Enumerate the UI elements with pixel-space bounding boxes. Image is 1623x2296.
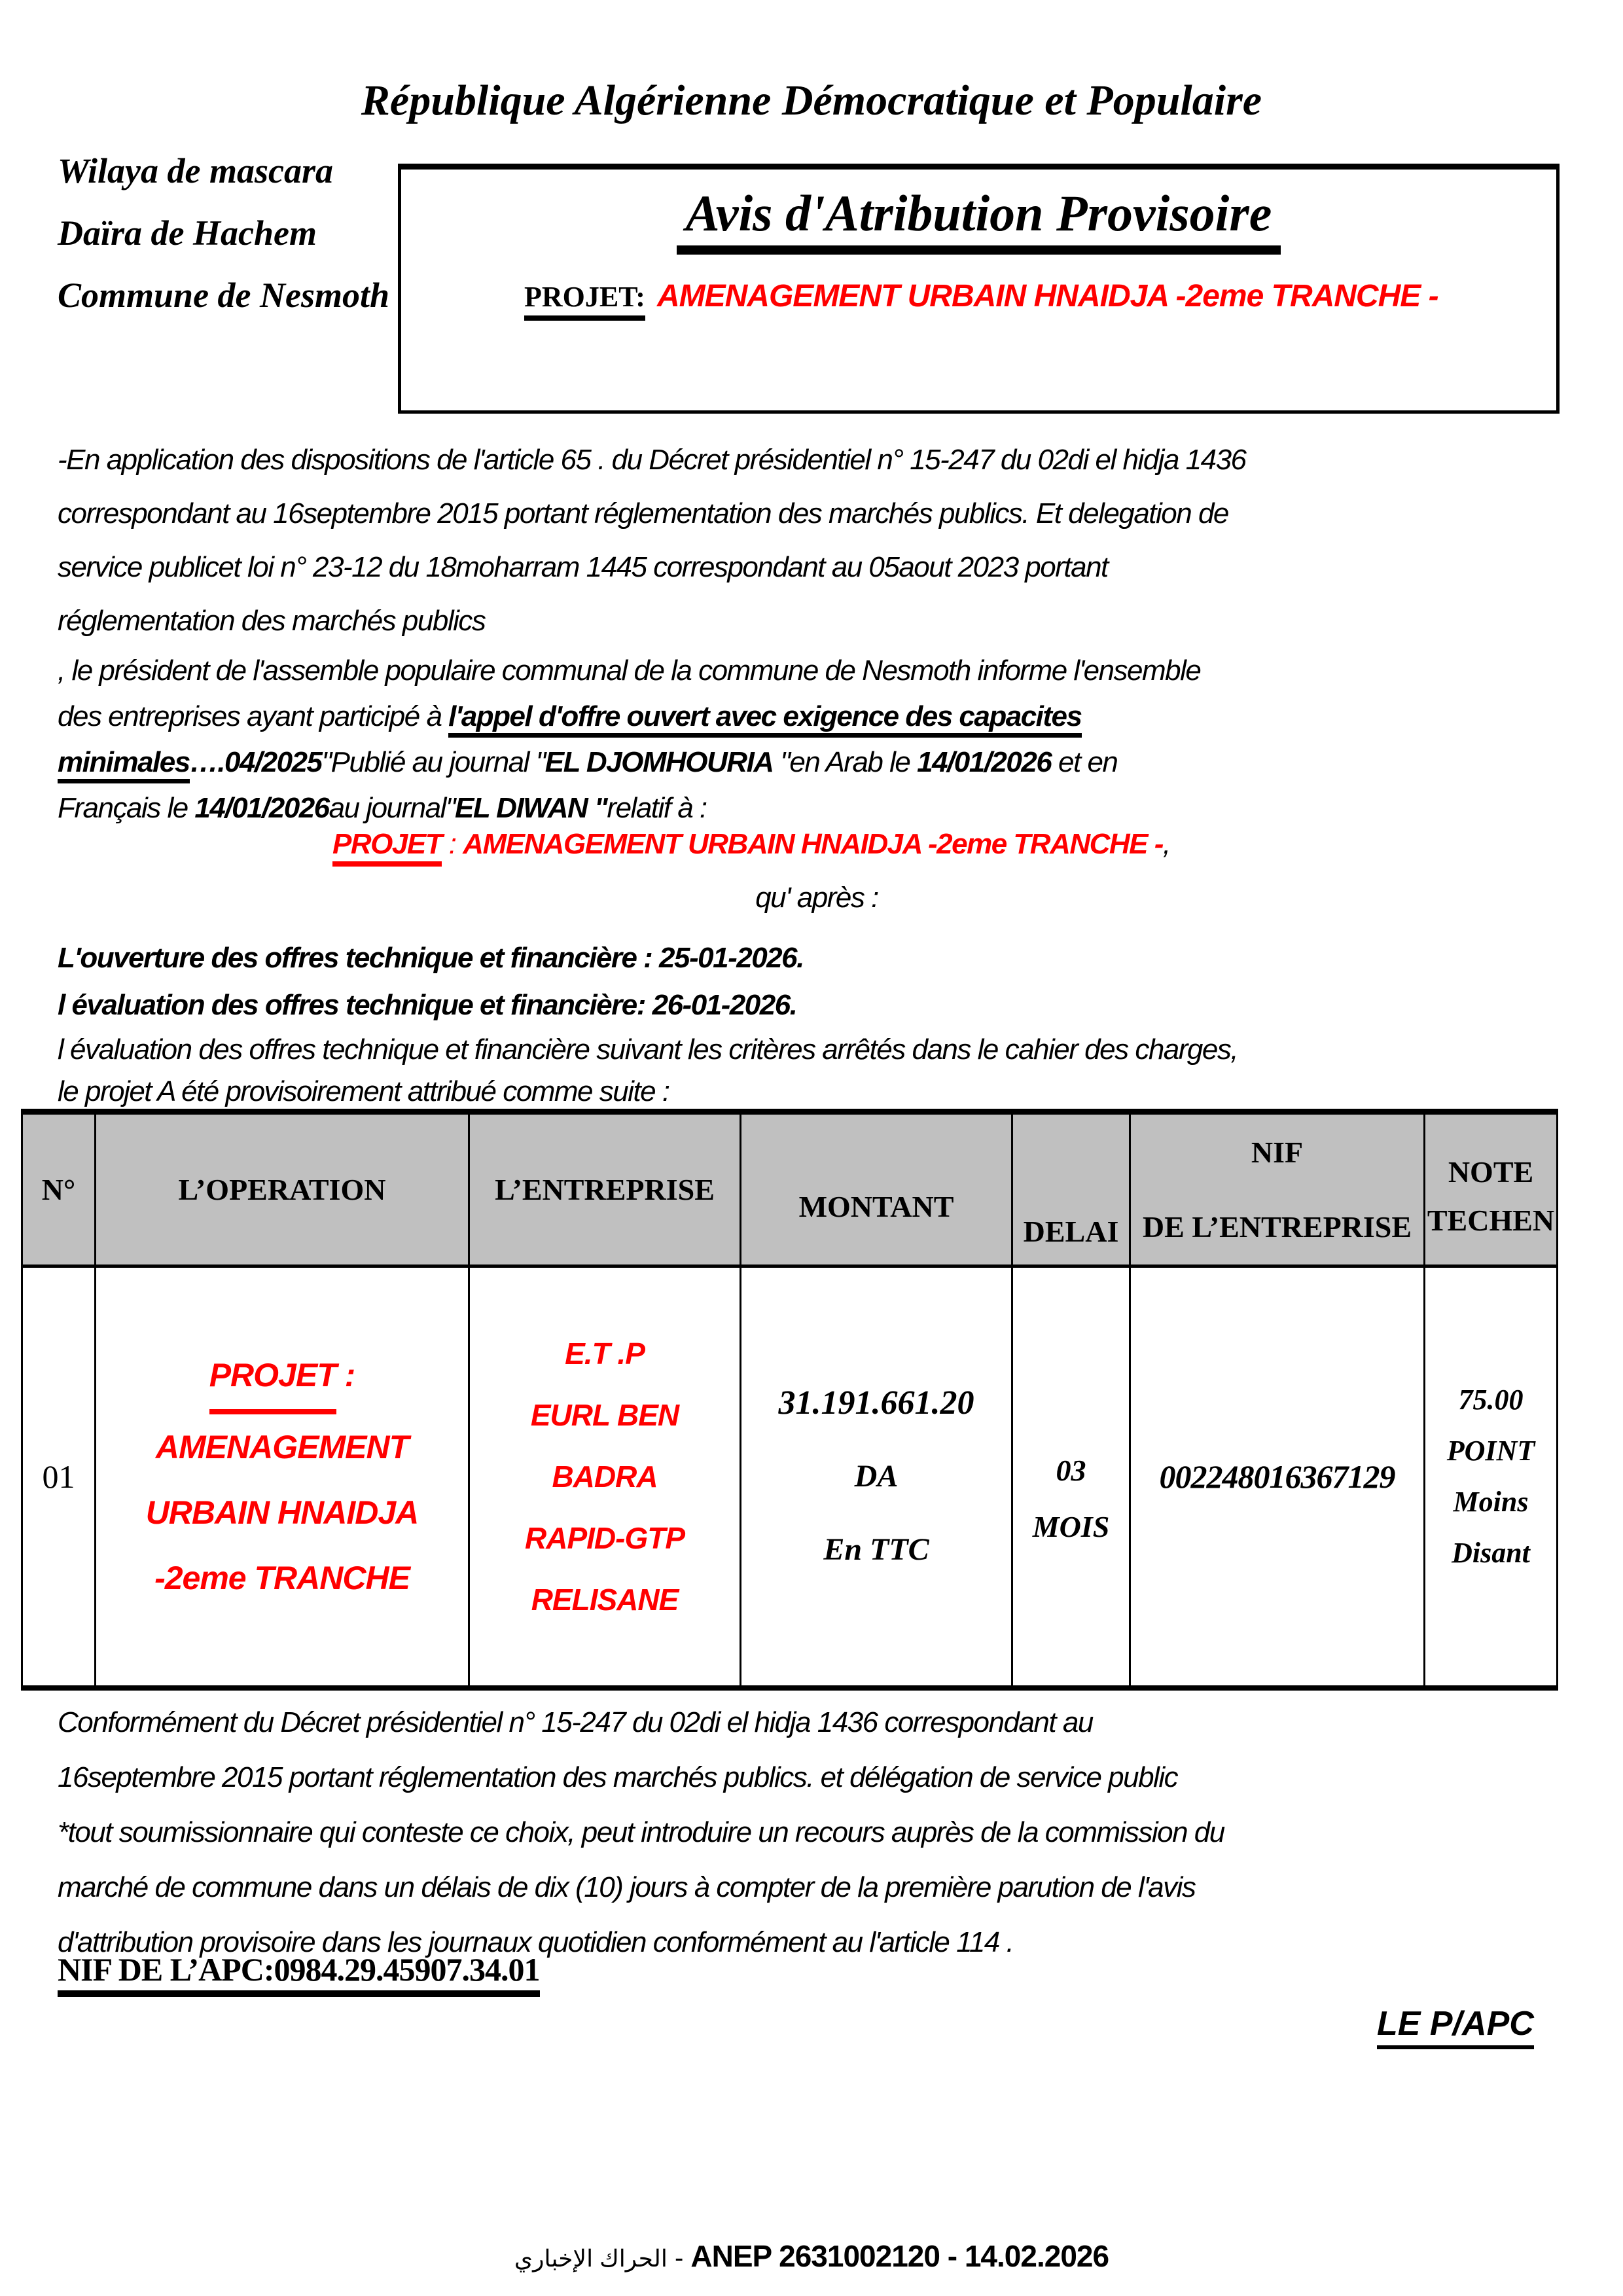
announcement-paragraph xyxy=(58,648,1576,831)
header-row xyxy=(22,1112,1558,1266)
notice-box xyxy=(398,164,1560,414)
col-header-operation: L’OPERATION xyxy=(96,1112,469,1266)
intro-line-4: réglementation des marchés publics xyxy=(58,605,486,637)
col-header-delai-text: DELAI xyxy=(1023,1214,1119,1248)
opening-date-line: L'ouverture des offres technique et financière : 25-01-2026. xyxy=(58,942,804,974)
nif-apc-line: NIF DE L’APC:0984.29.45907.34.01 xyxy=(58,1952,540,1997)
notice-title-wrap xyxy=(401,187,1556,255)
note-line-3: Moins xyxy=(1453,1485,1529,1518)
announce-publie: "Publié au journal " xyxy=(321,746,545,778)
footer-line xyxy=(0,2238,1623,2274)
col-header-entreprise: L’ENTREPRISE xyxy=(469,1112,741,1266)
cell-nif: 002248016367129 xyxy=(1130,1266,1425,1688)
signature-title: LE P/APC xyxy=(1377,2005,1534,2049)
project-value: AMENAGEMENT URBAIN HNAIDJA -2eme TRANCHE - xyxy=(656,278,1438,314)
montant-text xyxy=(741,1367,1011,1587)
intro-line-1: -En application des dispositions de l'article 65 . du Décret présidentiel n° 15-247 du 02di el hidja 1436 xyxy=(58,444,1246,476)
col-header-no: N° xyxy=(22,1112,96,1266)
closing-line-2: 16septembre 2015 portant réglementation des marchés publics. et délégation de service public xyxy=(58,1761,1178,1793)
award-table xyxy=(21,1109,1558,1691)
closing-paragraph xyxy=(58,1695,1582,1970)
evaluation-date-line: l évaluation des offres technique et financière: 26-01-2026. xyxy=(58,989,797,1021)
note-line-4: Disant xyxy=(1452,1536,1530,1569)
announce-relatif: relatif à : xyxy=(607,792,707,824)
project-line-colon: : xyxy=(442,828,463,860)
cell-no: 01 xyxy=(22,1266,96,1688)
col-header-note-lines xyxy=(1425,1148,1556,1245)
intro-line-2: correspondant au 16septembre 2015 portant réglementation des marchés publics. Et delegation de xyxy=(58,497,1228,529)
footer-anep-reference: ANEP 2631002120 - 14.02.2026 xyxy=(690,2239,1109,2273)
operation-line-1: AMENAGEMENT xyxy=(155,1428,409,1465)
closing-line-1: Conformément du Décret présidentiel n° 15-247 du 02di el hidja 1436 correspondant au xyxy=(58,1706,1093,1738)
table-row xyxy=(22,1266,1558,1688)
col-header-delai xyxy=(1012,1112,1130,1266)
entreprise-line-1: E.T .P xyxy=(565,1336,645,1371)
issuer-commune: Commune de Nesmoth xyxy=(58,276,390,315)
issuer-daira: Daïra de Hachem xyxy=(58,213,317,253)
cell-delai xyxy=(1012,1266,1130,1688)
announce-minimales: minimales xyxy=(58,746,190,783)
announce-journal-ar: EL DJOMHOURIA xyxy=(544,746,774,778)
entreprise-line-3: BADRA xyxy=(552,1459,658,1494)
operation-line-2: URBAIN HNAIDJA xyxy=(145,1494,419,1531)
operation-text xyxy=(96,1342,468,1611)
col-header-note-line1: NOTE xyxy=(1448,1155,1534,1189)
announce-date-ar: 14/01/2026 xyxy=(917,746,1052,778)
announce-line-2-plain: des entreprises ayant participé à xyxy=(58,700,449,732)
project-line-comma: , xyxy=(1162,828,1170,860)
issuer-wilaya: Wilaya de mascara xyxy=(58,151,333,190)
entreprise-line-5: RELISANE xyxy=(531,1582,679,1617)
col-header-nif-line1: NIF xyxy=(1251,1136,1304,1170)
dates-block xyxy=(58,935,1576,1029)
col-header-nif xyxy=(1130,1112,1425,1266)
closing-line-3: *tout soumissionnaire qui conteste ce choix, peut introduire un recours auprès de la commission du xyxy=(58,1816,1224,1848)
closing-line-5: d'attribution provisoire dans les journaux quotidien conformément au l'article 114 . xyxy=(58,1926,1014,1958)
cell-operation xyxy=(96,1266,469,1688)
cell-entreprise xyxy=(469,1266,741,1688)
col-header-montant-text: MONTANT xyxy=(798,1189,954,1223)
col-header-note-line2: TECHEN xyxy=(1427,1203,1555,1237)
announce-en-arab: "en Arab le xyxy=(773,746,918,778)
entreprise-line-2: EURL BEN xyxy=(530,1397,679,1432)
montant-amount: 31.191.661.20 xyxy=(778,1384,974,1422)
project-line-value: AMENAGEMENT URBAIN HNAIDJA -2eme TRANCHE - xyxy=(463,828,1163,860)
operation-project-label: PROJET xyxy=(209,1342,336,1414)
footer-arabic-name: الحراك الإخباري xyxy=(514,2245,668,2272)
evaluation-paragraph xyxy=(58,1029,1576,1113)
republic-title: République Algérienne Démocratique et Populaire xyxy=(361,77,1262,124)
notice-title: Avis d'Atribution Provisoire xyxy=(677,187,1281,255)
entreprise-text xyxy=(470,1323,740,1630)
footer-separator: - xyxy=(667,2244,691,2272)
announce-line-3 xyxy=(58,740,1576,785)
operation-line-3: -2eme TRANCHE xyxy=(154,1559,410,1596)
award-table-header xyxy=(22,1112,1558,1266)
note-line-2: POINT xyxy=(1446,1434,1535,1467)
operation-project-line xyxy=(96,1342,468,1414)
intro-paragraph xyxy=(58,433,1576,648)
delai-text xyxy=(1013,1443,1129,1555)
quapres-line: qu' après : xyxy=(755,882,878,914)
montant-currency: DA xyxy=(854,1458,899,1494)
announce-line-1: , le président de l'assemble populaire communal de la commune de Nesmoth informe l'ensemble xyxy=(58,655,1201,687)
issuer-block xyxy=(58,140,389,327)
evaluation-line-2: le projet A été provisoirement attribué comme suite : xyxy=(58,1075,669,1107)
project-label: PROJET: xyxy=(524,283,645,321)
announce-et-en: et en xyxy=(1051,746,1118,778)
operation-project-colon: : xyxy=(336,1356,355,1393)
delai-number: 03 xyxy=(1056,1453,1086,1487)
notice-project-line xyxy=(401,278,1556,321)
project-line xyxy=(58,819,1576,869)
delai-unit: MOIS xyxy=(1032,1509,1110,1543)
announce-date-fr: 14/01/2026 xyxy=(194,792,329,824)
project-line-label: PROJET xyxy=(332,828,442,867)
evaluation-line-1: l évaluation des offres technique et financière suivant les critères arrêtés dans le cahier des charges, xyxy=(58,1033,1238,1066)
announce-ref-number: ….04/2025 xyxy=(189,746,322,778)
cell-note xyxy=(1425,1266,1558,1688)
intro-line-3: service publicet loi n° 23-12 du 18moharram 1445 correspondant au 05aout 2023 portant xyxy=(58,551,1108,583)
cell-montant xyxy=(741,1266,1012,1688)
note-line-1: 75.00 xyxy=(1458,1383,1524,1416)
montant-ttc: En TTC xyxy=(823,1532,929,1567)
col-header-nif-line2: DE L’ENTREPRISE xyxy=(1142,1210,1412,1244)
announce-line-2 xyxy=(58,694,1576,740)
announce-francais: Français le xyxy=(58,792,195,824)
announce-au-journal: au journal" xyxy=(329,792,455,824)
award-table-body xyxy=(22,1266,1558,1688)
closing-line-4: marché de commune dans un délais de dix (10) jours à compter de la première parution de l'avis xyxy=(58,1871,1196,1903)
col-header-note xyxy=(1425,1112,1558,1266)
entreprise-line-4: RAPID-GTP xyxy=(525,1520,685,1555)
announce-line-2-emphasis: l'appel d'offre ouvert avec exigence des capacites xyxy=(448,700,1081,738)
announce-journal-fr: EL DIWAN " xyxy=(455,792,607,824)
col-header-montant xyxy=(741,1112,1012,1266)
